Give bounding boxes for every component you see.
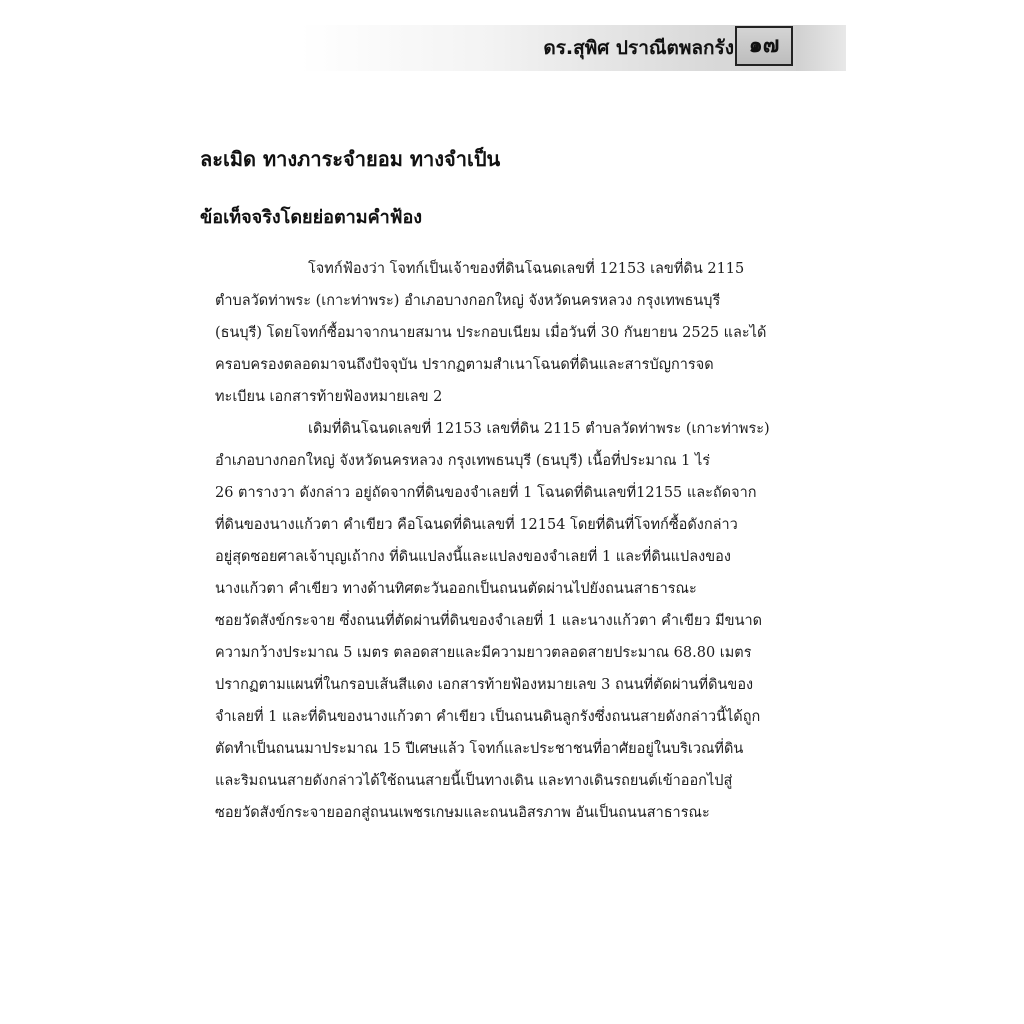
body-line: เดิมที่ดินโฉนดเลขที่ 12153 เลขที่ดิน 2115 ตำบลวัดท่าพระ (เกาะท่าพระ) [308,421,770,437]
body-line: อยู่สุดซอยศาลเจ้าบุญเถ้ากง ที่ดินแปลงนี้และแปลงของจำเลยที่ 1 และที่ดินแปลงของ [215,549,731,565]
page-number: ๑๗ [735,26,793,66]
body-line: นางแก้วตา คำเขียว ทางด้านทิศตะวันออกเป็นถนนตัดผ่านไปยังถนนสาธารณะ [215,581,697,597]
body-line: ปรากฏตามแผนที่ในกรอบเส้นสีแดง เอกสารท้ายฟ้องหมายเลข 3 ถนนที่ตัดผ่านที่ดินของ [215,677,754,693]
body-line: 26 ตารางวา ดังกล่าว อยู่ถัดจากที่ดินของจำเลยที่ 1 โฉนดที่ดินเลขที่12155 และถัดจาก [215,485,757,501]
body-line: ทะเบียน เอกสารท้ายฟ้องหมายเลข 2 [215,389,443,405]
body-line: ความกว้างประมาณ 5 เมตร ตลอดสายและมีความยาวตลอดสายประมาณ 68.80 เมตร [215,645,752,661]
body-line: และริมถนนสายดังกล่าวได้ใช้ถนนสายนี้เป็นทางเดิน และทางเดินรถยนต์เข้าออกไปสู่ [215,773,733,789]
body-line: ซอยวัดสังข์กระจายออกสู่ถนนเพชรเกษมและถนนอิสรภาพ อันเป็นถนนสาธารณะ [215,805,710,821]
header-band-end [796,25,846,71]
header-author: ดร.สุพิศ ปราณีตพลกรัง [543,37,734,59]
body-line: โจทก์ฟ้องว่า โจทก์เป็นเจ้าของที่ดินโฉนดเลขที่ 12153 เลขที่ดิน 2115 [308,261,745,277]
body-line: อำเภอบางกอกใหญ่ จังหวัดนครหลวง กรุงเทพธนบุรี (ธนบุรี) เนื้อที่ประมาณ 1 ไร่ [215,453,711,469]
body-line: ที่ดินของนางแก้วตา คำเขียว คือโฉนดที่ดินเลขที่ 12154 โดยที่ดินที่โจทก์ซื้อดังกล่าว [215,517,738,533]
body-line: ครอบครองตลอดมาจนถึงปัจจุบัน ปรากฏตามสำเนาโฉนดที่ดินและสารบัญการจด [215,357,714,373]
body-line: (ธนบุรี) โดยโจทก์ซื้อมาจากนายสมาน ประกอบเนียม เมื่อวันที่ 30 กันยายน 2525 และได้ [215,325,767,341]
body-line: ซอยวัดสังข์กระจาย ซึ่งถนนที่ตัดผ่านที่ดินของจำเลยที่ 1 และนางแก้วตา คำเขียว มีขนาด [215,613,763,629]
body-line: จำเลยที่ 1 และที่ดินของนางแก้วตา คำเขียว เป็นถนนดินลูกรังซึ่งถนนสายดังกล่าวนี้ได้ถูก [215,709,761,725]
body-line: ตัดทำเป็นถนนมาประมาณ 15 ปีเศษแล้ว โจทก์และประชาชนที่อาศัยอยู่ในบริเวณที่ดิน [215,741,744,757]
subsection-title: ข้อเท็จจริงโดยย่อตามคำฟ้อง [200,207,423,228]
section-title: ละเมิด ทางภาระจำยอม ทางจำเป็น [200,147,501,171]
body-line: ตำบลวัดท่าพระ (เกาะท่าพระ) อำเภอบางกอกใหญ่ จังหวัดนครหลวง กรุงเทพธนบุรี [215,293,721,309]
